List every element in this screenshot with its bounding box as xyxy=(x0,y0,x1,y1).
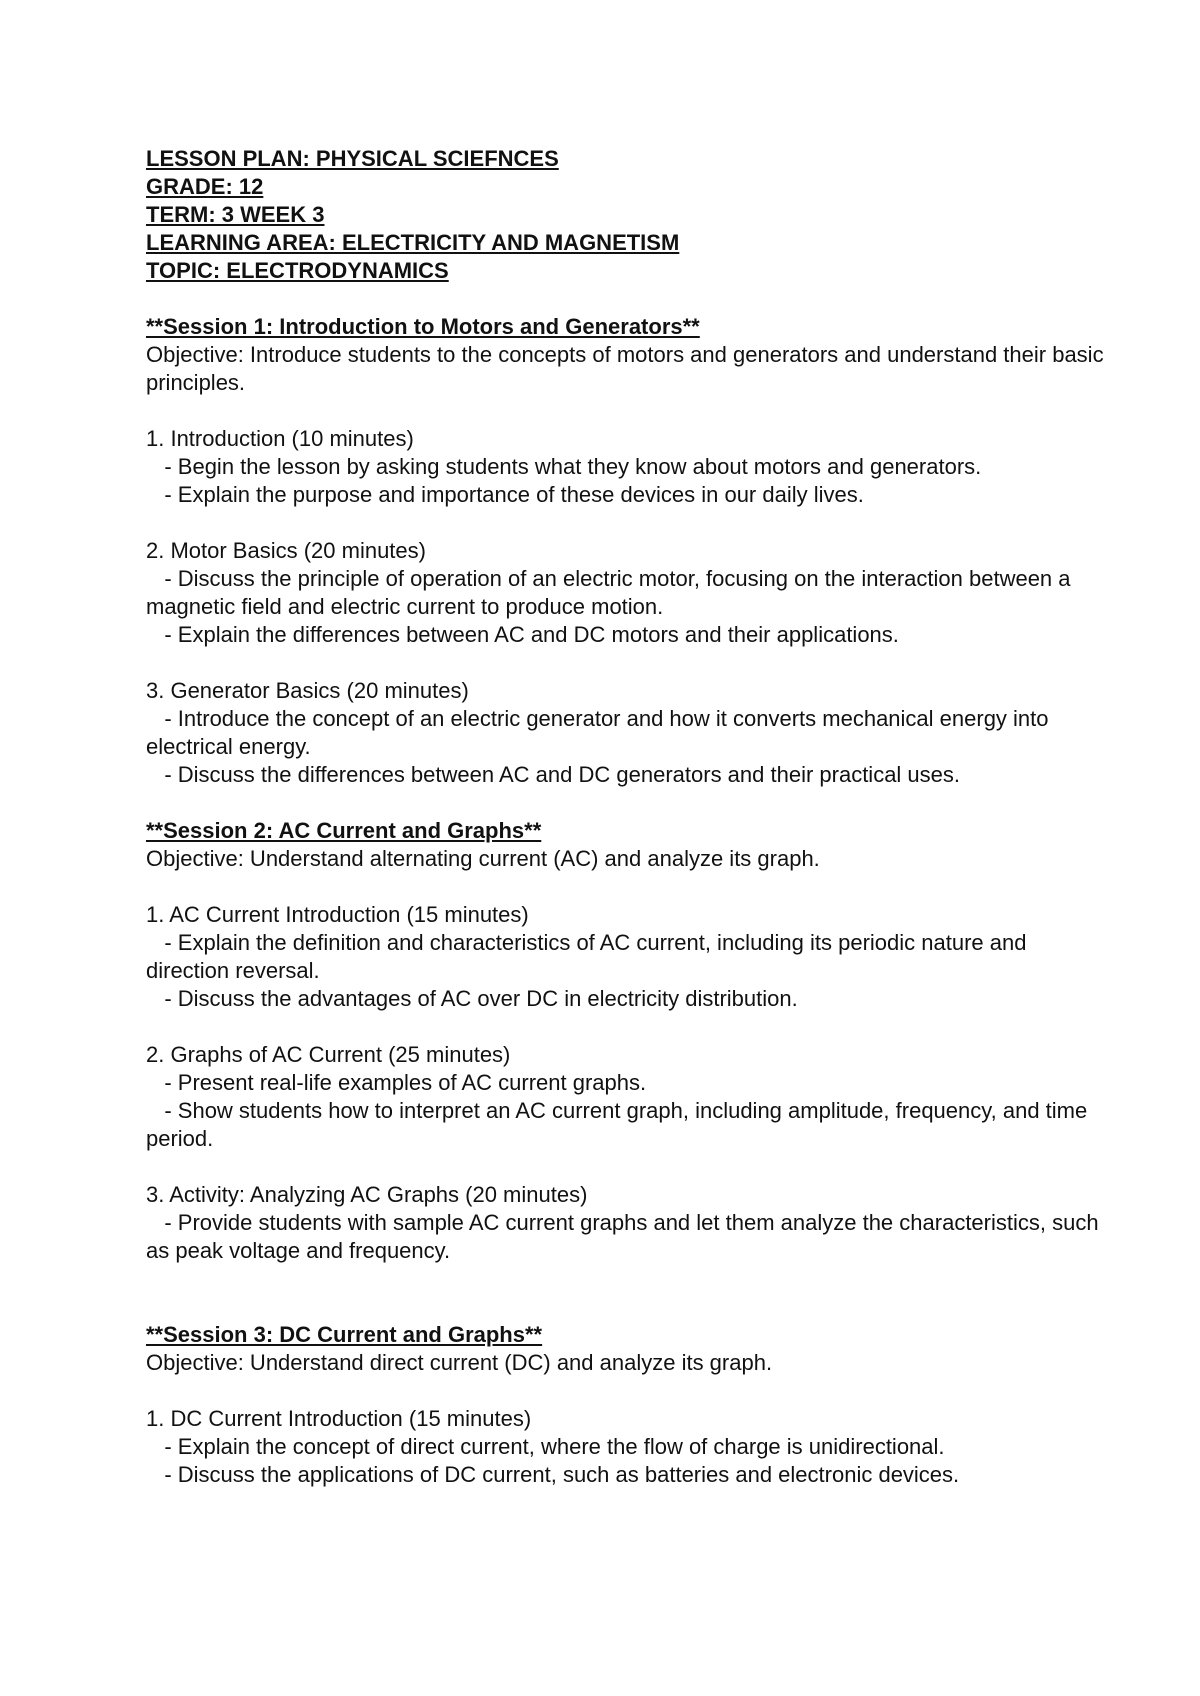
item-title: 3. Generator Basics (20 minutes) xyxy=(146,678,469,703)
session-item xyxy=(146,425,1106,509)
item-title: 1. AC Current Introduction (15 minutes) xyxy=(146,902,529,927)
item-bullet: - Begin the lesson by asking students what they know about motors and generators. xyxy=(146,454,982,479)
item-title: 1. Introduction (10 minutes) xyxy=(146,426,414,451)
term-line: TERM: 3 WEEK 3 xyxy=(146,202,325,227)
item-title: 2. Motor Basics (20 minutes) xyxy=(146,538,426,563)
item-bullet: - Explain the purpose and importance of these devices in our daily lives. xyxy=(146,482,864,507)
session-item xyxy=(146,537,1106,649)
session-item xyxy=(146,901,1106,1013)
session-item xyxy=(146,677,1106,789)
item-bullet: - Discuss the applications of DC current, such as batteries and electronic devices. xyxy=(146,1462,960,1487)
item-title: 3. Activity: Analyzing AC Graphs (20 minutes) xyxy=(146,1182,588,1207)
item-bullet: - Introduce the concept of an electric generator and how it converts mechanical energy into electrical energy. xyxy=(146,706,1055,759)
session-2 xyxy=(146,817,1106,1265)
grade-line: GRADE: 12 xyxy=(146,174,264,199)
item-bullet: - Explain the differences between AC and DC motors and their applications. xyxy=(146,622,899,647)
document-page xyxy=(146,145,1110,1489)
session-1 xyxy=(146,313,1110,789)
session-heading: **Session 2: AC Current and Graphs** xyxy=(146,818,542,843)
topic-line: TOPIC: ELECTRODYNAMICS xyxy=(146,258,449,283)
session-item xyxy=(146,1181,1106,1265)
session-heading: **Session 1: Introduction to Motors and Generators** xyxy=(146,314,700,339)
item-title: 2. Graphs of AC Current (25 minutes) xyxy=(146,1042,511,1067)
item-title: 1. DC Current Introduction (15 minutes) xyxy=(146,1406,532,1431)
document-header xyxy=(146,145,1106,285)
item-bullet: - Explain the concept of direct current, where the flow of charge is unidirectional. xyxy=(146,1434,945,1459)
item-bullet: - Discuss the advantages of AC over DC in electricity distribution. xyxy=(146,986,798,1011)
item-bullet: - Discuss the principle of operation of an electric motor, focusing on the interaction between a magnetic field and electric current to produce motion. xyxy=(146,566,1077,619)
session-objective: Objective: Understand alternating current (AC) and analyze its graph. xyxy=(146,846,820,871)
item-bullet: - Explain the definition and characteristics of AC current, including its periodic nature and direction reversal. xyxy=(146,930,1033,983)
session-heading: **Session 3: DC Current and Graphs** xyxy=(146,1322,543,1347)
item-bullet: - Discuss the differences between AC and DC generators and their practical uses. xyxy=(146,762,961,787)
session-item xyxy=(146,1041,1106,1153)
item-bullet: - Show students how to interpret an AC current graph, including amplitude, frequency, and time period. xyxy=(146,1098,1094,1151)
session-item xyxy=(146,1405,1106,1489)
session-objective: Objective: Introduce students to the concepts of motors and generators and understand their basic principles. xyxy=(146,342,1110,395)
session-3 xyxy=(146,1321,1106,1489)
item-bullet: - Present real-life examples of AC current graphs. xyxy=(146,1070,647,1095)
session-objective: Objective: Understand direct current (DC) and analyze its graph. xyxy=(146,1350,773,1375)
item-bullet: - Provide students with sample AC current graphs and let them analyze the characteristics, such as peak voltage and frequency. xyxy=(146,1210,1105,1263)
learning-area-line: LEARNING AREA: ELECTRICITY AND MAGNETISM xyxy=(146,230,680,255)
lesson-plan-title: LESSON PLAN: PHYSICAL SCIEFNCES xyxy=(146,146,559,171)
